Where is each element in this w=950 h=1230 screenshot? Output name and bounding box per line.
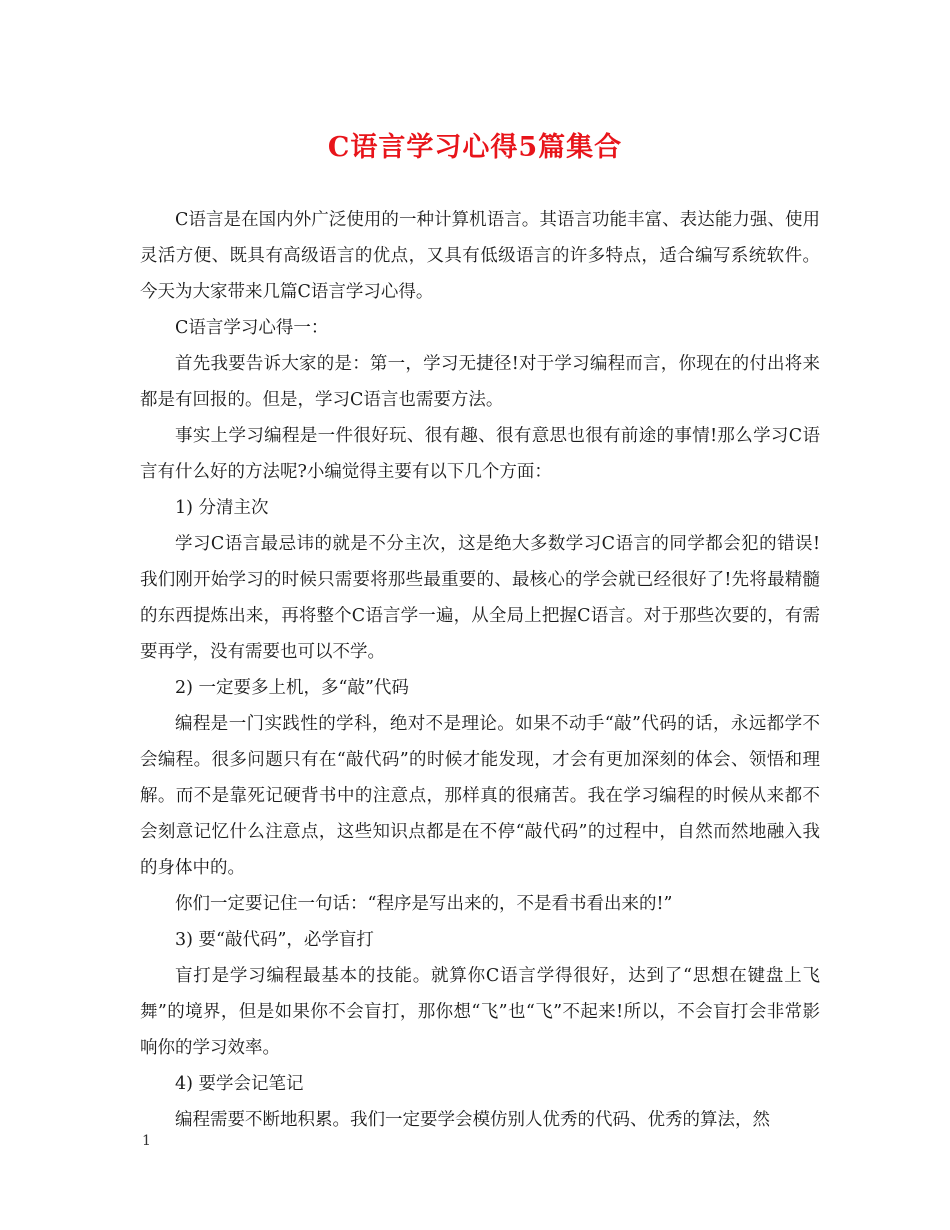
paragraph: 学习C语言最忌讳的就是不分主次，这是绝大多数学习C语言的同学都会犯的错误!我们刚开始学习的时候只需要将那些最重要的、最核心的学会就已经很好了!先将最精髓的东西提炼出来，再将整个C语言学一遍，从全局上把握C语言。对于那些次要的，有需要再学，没有需要也可以不学。: [140, 534, 820, 662]
document-body: [140, 202, 820, 1138]
document-title: C语言学习心得5篇集合: [327, 132, 623, 163]
paragraph: 编程是一门实践性的学科，绝对不是理论。如果不动手“敲”代码的话，永远都学不会编程。很多问题只有在“敲代码”的时候才能发现，才会有更加深刻的体会、领悟和理解。而不是靠死记硬背书中的注意点，那样真的很痛苦。我在学习编程的时候从来都不会刻意记忆什么注意点，这些知识点都是在不停“敲代码”的过程中，自然而然地融入我的身体中的。: [140, 714, 820, 878]
list-item-heading: 2) 一定要多上机，多“敲”代码: [175, 678, 409, 698]
paragraph: 盲打是学习编程最基本的技能。就算你C语言学得很好，达到了“思想在键盘上飞舞”的境界，但是如果你不会盲打，那你想“飞”也“飞”不起来!所以，不会盲打会非常影响你的学习效率。: [140, 966, 820, 1058]
paragraph: 首先我要告诉大家的是：第一，学习无捷径!对于学习编程而言，你现在的付出将来都是有回报的。但是，学习C语言也需要方法。: [140, 354, 820, 410]
paragraph: 编程需要不断地积累。我们一定要学会模仿别人优秀的代码、优秀的算法，然: [175, 1110, 770, 1130]
paragraph: 事实上学习编程是一件很好玩、很有趣、很有意思也很有前途的事情!那么学习C语言有什么好的方法呢?小编觉得主要有以下几个方面：: [140, 426, 820, 482]
paragraph: 你们一定要记住一句话：“程序是写出来的，不是看书看出来的!”: [175, 894, 673, 914]
list-item-heading: 4) 要学会记笔记: [175, 1074, 304, 1094]
section-heading-1: C语言学习心得一：: [175, 318, 329, 338]
paragraph-intro: C语言是在国内外广泛使用的一种计算机语言。其语言功能丰富、表达能力强、使用灵活方便、既具有高级语言的优点，又具有低级语言的许多特点，适合编写系统软件。今天为大家带来几篇C语言学习心得。: [140, 210, 820, 302]
list-item-heading: 1) 分清主次: [175, 498, 269, 518]
list-item-heading: 3) 要“敲代码”，必学盲打: [175, 930, 374, 950]
page-number: 1: [142, 1133, 151, 1149]
